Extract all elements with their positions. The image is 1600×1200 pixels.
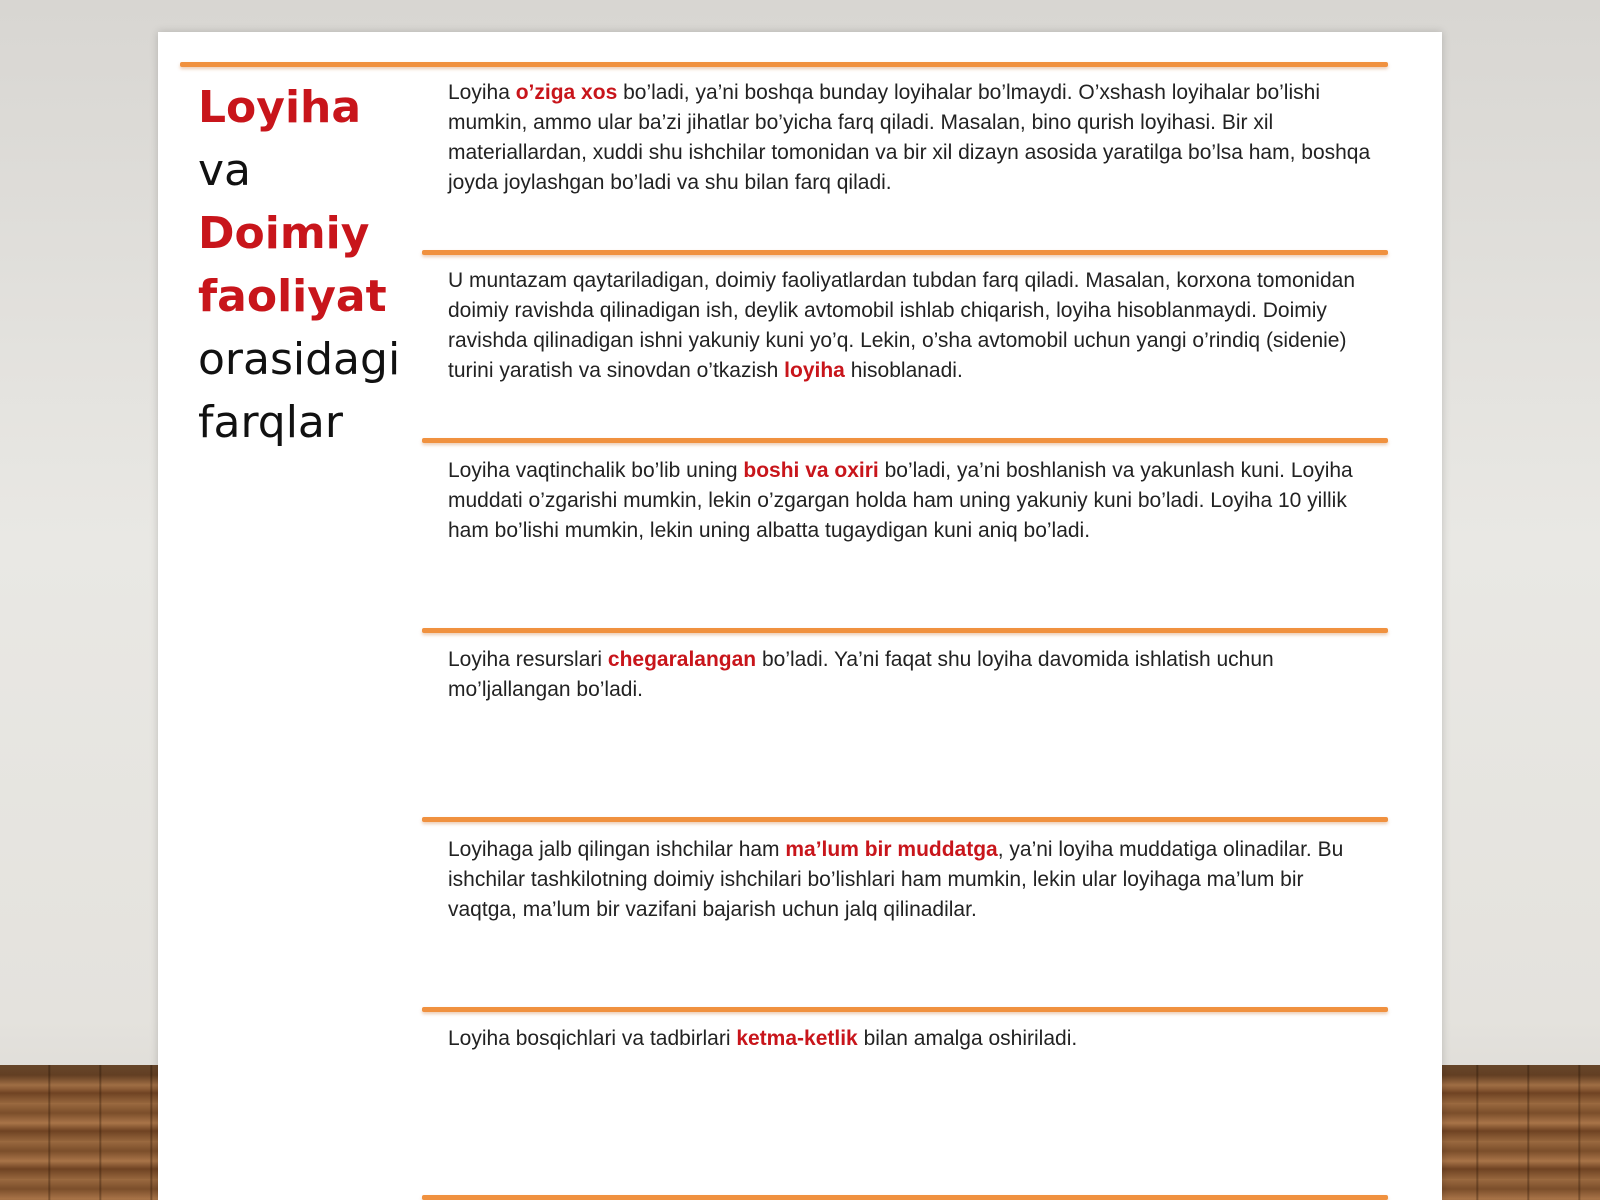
row-2-before: U muntazam qaytariladigan, doimiy faoliyatlardan tubdan farq qiladi. Masalan, korxona tomonidan doimiy ravishda qilinadigan ish, deylik avtomobil ishlab chiqarish, loyiha hisoblanmaydi. Doimiy ravishda qilinadigan ishni yakuniy kuni yo’q. Lekin, o’sha avtomobil uchun yangi o’rindiq (sidenie) turini yaratish va sinovdan o’tkazish: [448, 269, 1356, 382]
row-2-text: [448, 266, 1378, 386]
row-1-highlight: o’ziga xos: [515, 81, 618, 104]
top-divider: [180, 62, 1388, 67]
row-3-after: bo’ladi, ya’ni boshlanish va yakunlash kuni. Loyiha muddati o’zgarishi mumkin, lekin o’zgargan holda ham uning yakuniy kuni bo’ladi. Loyiha 10 yillik ham bo’lishi mumkin, lekin uning albatta tugaydigan kuni aniq bo’ladi.: [448, 459, 1353, 542]
row-6-after: bilan amalga oshiriladi.: [857, 1027, 1078, 1050]
title-loyiha: Loyiha: [198, 82, 362, 133]
row-6-before: Loyiha bosqichlari va tadbirlari: [448, 1027, 737, 1050]
title-va: va: [198, 145, 252, 196]
row-1-before: Loyiha: [448, 81, 516, 104]
row-2-after: hisoblanadi.: [844, 359, 963, 382]
slide-title: [198, 76, 428, 454]
title-orasidagi: orasidagi: [198, 334, 401, 385]
row-5-highlight: ma’lum bir muddatga: [785, 838, 998, 861]
title-farqlar: farqlar: [198, 397, 343, 448]
title-doimiy: Doimiy: [198, 208, 370, 259]
row-divider: [422, 1195, 1388, 1200]
row-2-highlight: loyiha: [784, 359, 845, 382]
row-divider: [422, 438, 1388, 443]
title-faoliyat: faoliyat: [198, 271, 387, 322]
row-3-highlight: boshi va oxiri: [743, 459, 879, 482]
row-divider: [422, 250, 1388, 255]
row-divider: [422, 1007, 1388, 1012]
row-4-text: [448, 645, 1378, 705]
row-3-text: [448, 456, 1378, 546]
row-1-text: [448, 78, 1378, 198]
row-5-before: Loyihaga jalb qilingan ishchilar ham: [448, 838, 786, 861]
row-divider: [422, 628, 1388, 633]
row-4-after: bo’ladi. Ya’ni faqat shu loyiha davomida ishlatish uchun mo’ljallangan bo’ladi.: [448, 648, 1274, 701]
slide: [158, 32, 1442, 1200]
row-divider: [422, 817, 1388, 822]
row-4-highlight: chegaralangan: [607, 648, 757, 671]
row-1-after: bo’ladi, ya’ni boshqa bunday loyihalar bo’lmaydi. O’xshash loyihalar bo’lishi mumkin, ammo ular ba’zi jihatlar bo’yicha farq qiladi. Masalan, bino qurish loyihasi. Bir xil materiallardan, xuddi shu ishchilar tomonidan va bir xil dizayn asosida yaratilga bo’lsa ham, boshqa joyda joylashgan bo’ladi va shu bilan farq qiladi.: [448, 81, 1371, 194]
row-5-text: [448, 835, 1378, 925]
row-5-after: , ya’ni loyiha muddatiga olinadilar. Bu ishchilar tashkilotning doimiy ishchilari bo’lishlari ham mumkin, lekin ular loyihaga ma’lum bir vaqtga, ma’lum bir vazifani bajarish uchun jalq qilinadilar.: [448, 838, 1344, 921]
row-4-before: Loyiha resurslari: [448, 648, 608, 671]
row-6-text: [448, 1024, 1378, 1054]
row-3-before: Loyiha vaqtinchalik bo’lib uning: [448, 459, 744, 482]
row-6-highlight: ketma-ketlik: [736, 1027, 858, 1050]
